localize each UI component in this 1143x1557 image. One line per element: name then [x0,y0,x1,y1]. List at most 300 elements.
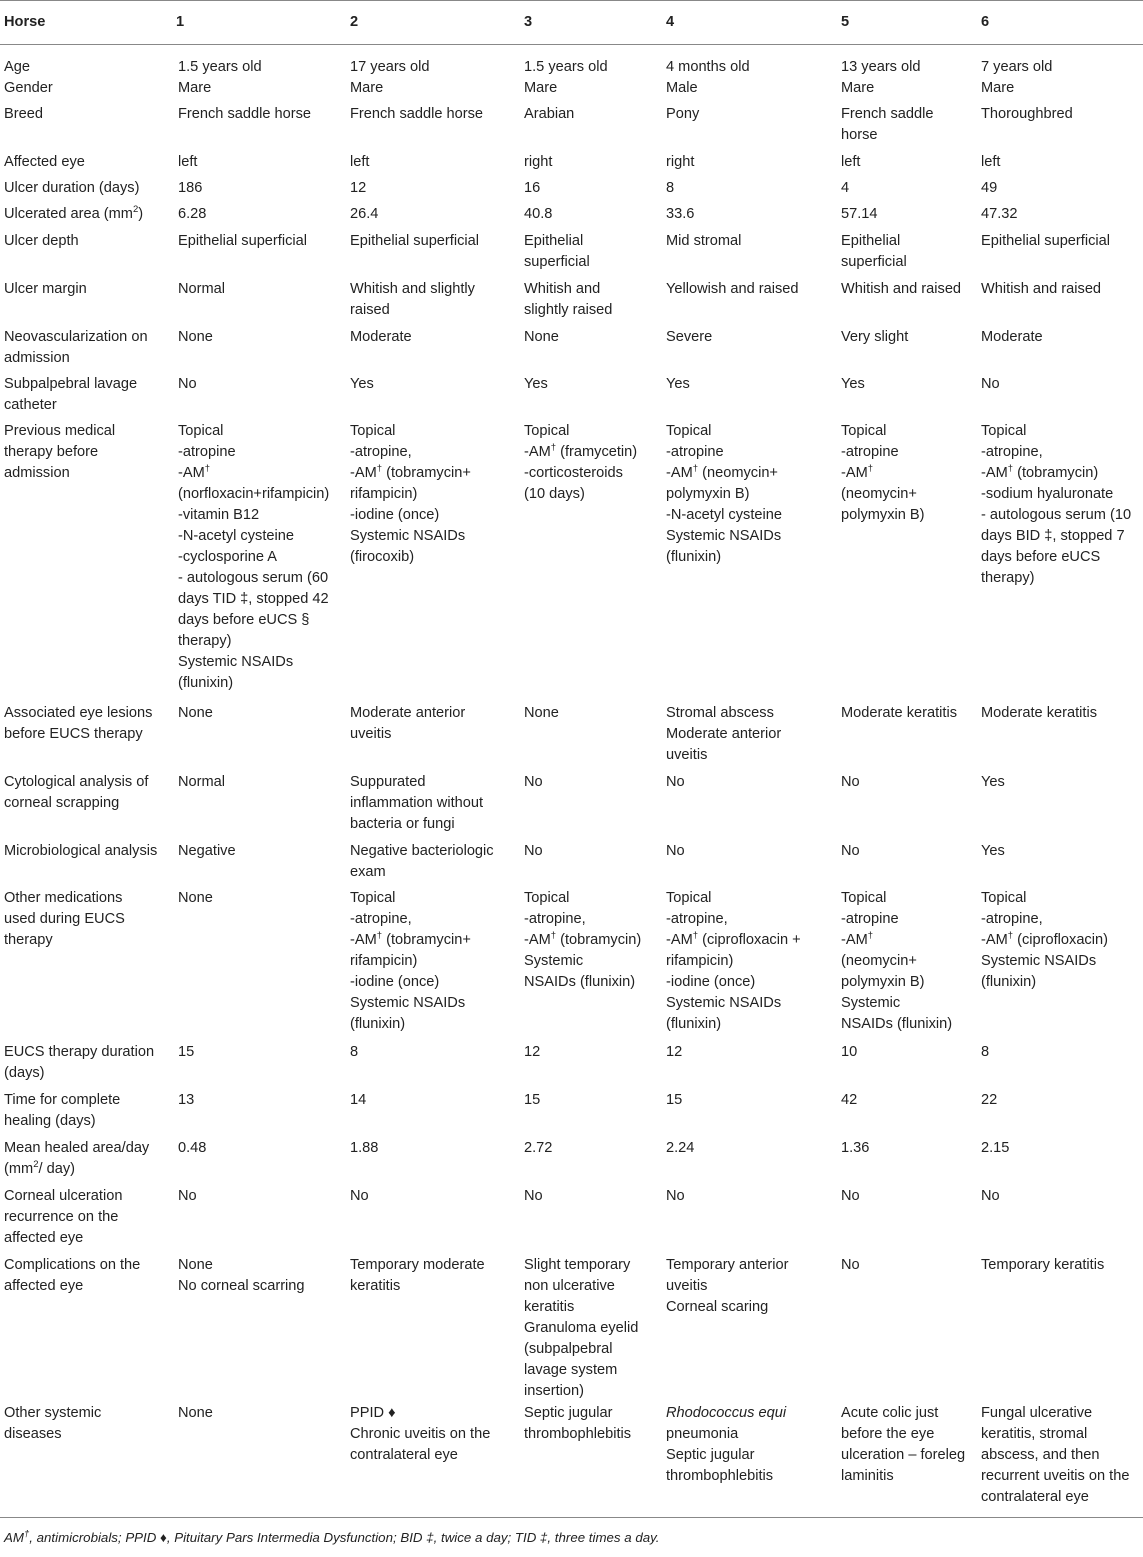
cell-line: left [981,154,1001,170]
cell-line: Ulcer depth [4,233,79,249]
table-cell [662,204,837,231]
table-cell [837,327,977,374]
table-cell [837,78,977,104]
table-cell [662,231,837,279]
cell-line: (flunixin) [981,974,1037,990]
table-cell [662,1186,837,1255]
cell-line: Very slight [841,329,909,345]
table-cell [662,327,837,374]
cell-line: None [178,890,213,906]
cell-line: Severe [666,329,713,345]
cell-line: ulceration – foreleg [841,1447,966,1463]
table-row [0,152,1143,178]
cell-line: No [178,1188,197,1204]
table-cell [346,1255,520,1403]
cell-line: -AM† (ciprofloxacin) [981,930,1108,948]
cell-line: Whitish and slightly [350,281,475,297]
table-cell [520,152,662,178]
cell-line: (10 days) [524,486,585,502]
cell-line: before EUCS therapy [4,726,143,742]
table-cell [346,772,520,841]
cell-line: PPID ♦ [350,1405,396,1421]
cell-line: Topical [666,423,712,439]
table-cell [520,204,662,231]
cell-line: (flunixin) [350,1016,406,1032]
cell-line: Mare [524,80,558,96]
table-cell [346,204,520,231]
cell-line: non ulcerative [524,1278,615,1294]
cell-line: -atropine, [666,911,728,927]
table-cell [977,204,1143,231]
cell-line: Temporary keratitis [981,1257,1105,1273]
cell-line: slightly raised [524,302,613,318]
cell-line: Rhodococcus equi [666,1405,787,1421]
table-cell [662,45,837,79]
row-label [0,231,172,279]
cell-line: -sodium hyaluronate [981,486,1114,502]
cell-line: None [178,705,213,721]
table-cell [977,152,1143,178]
cell-line: Thoroughbred [981,106,1073,122]
row-label [0,327,172,374]
cell-line: admission [4,465,70,481]
cell-line: Systemic NSAIDs [981,953,1097,969]
table-row [0,703,1143,772]
cell-line: keratitis [524,1299,575,1315]
table-cell [977,1090,1143,1138]
cell-line: rifampicin) [350,486,418,502]
cell-line: None [178,1257,213,1273]
cell-line: 2.72 [524,1140,553,1156]
cell-line: polymyxin B) [841,507,925,523]
cell-line: -atropine [841,444,899,460]
cell-line: -AM† [178,463,211,481]
cell-line: (firocoxib) [350,549,415,565]
cell-line: therapy) [178,633,232,649]
cell-line: Age [4,59,30,75]
table-row [0,421,1143,703]
table-cell [346,178,520,204]
cell-line: - autologous serum (60 [178,570,329,586]
cell-line: therapy before [4,444,99,460]
cell-line: 22 [981,1092,998,1108]
cell-line: Yes [524,376,548,392]
cell-line: No [666,774,685,790]
cell-line: Male [666,80,698,96]
cell-line: Systemic [524,953,584,969]
cell-line: right [524,154,553,170]
cell-line: raised [350,302,390,318]
cell-line: 4 months old [666,59,750,75]
table-cell [662,888,837,1042]
table-cell [977,421,1143,703]
header-horse-1: 1 [176,14,185,30]
table-cell [977,703,1143,772]
cell-line: Ulcer duration (days) [4,180,140,196]
cell-line: Moderate keratitis [981,705,1097,721]
cell-line: None [524,705,559,721]
table-cell [346,231,520,279]
cell-line: Associated eye lesions [4,705,153,721]
cell-line: -iodine (once) [666,974,756,990]
table-cell [977,78,1143,104]
table-cell [977,178,1143,204]
cell-line: Granuloma eyelid [524,1320,639,1336]
table-row [0,178,1143,204]
cell-line: 15 [524,1092,541,1108]
table-cell [662,152,837,178]
table-cell [172,231,346,279]
cell-line: Topical [981,423,1027,439]
table-row [0,204,1143,231]
cell-line: Normal [178,774,226,790]
cell-line: insertion) [524,1383,585,1399]
table-cell [172,204,346,231]
table-cell [172,841,346,888]
cell-line: 57.14 [841,206,878,222]
table-cell [662,178,837,204]
cell-line: -atropine [178,444,236,460]
cell-line: contralateral eye [981,1489,1089,1505]
table-row [0,231,1143,279]
cell-line: -AM† (tobramycin+ [350,463,471,481]
cell-line: No [524,843,543,859]
cell-line: Moderate anterior [350,705,466,721]
table-cell [172,45,346,79]
row-label [0,374,172,421]
cell-line: Suppurated [350,774,426,790]
cell-line: 1.5 years old [178,59,262,75]
table-cell [346,374,520,421]
cell-line: No [841,843,860,859]
row-label [0,888,172,1042]
cell-line: thrombophlebitis [524,1426,632,1442]
cell-line: - autologous serum (10 [981,507,1132,523]
table-cell [520,772,662,841]
table-cell [662,1138,837,1186]
table-cell [837,1186,977,1255]
table-cell [977,327,1143,374]
cell-line: left [178,154,198,170]
cell-line: exam [350,864,386,880]
cell-line: (neomycin+ [841,486,917,502]
cell-line: 1.36 [841,1140,870,1156]
table-cell [520,279,662,327]
table-cell [520,1090,662,1138]
row-label [0,421,172,703]
cell-line: 10 [841,1044,858,1060]
cell-line: Topical [178,423,224,439]
cell-line: Corneal scaring [666,1299,769,1315]
table-cell [837,1042,977,1090]
table-cell [837,1403,977,1518]
cell-line: 12 [350,180,367,196]
cell-line: 8 [350,1044,359,1060]
cell-line: before the eye [841,1426,935,1442]
cell-line: superficial [524,254,590,270]
cell-line: French saddle horse [178,106,312,122]
table-cell [520,78,662,104]
cell-line: French saddle horse [350,106,484,122]
cell-line: -atropine, [981,444,1043,460]
cell-line: Time for complete [4,1092,121,1108]
table-row [0,1090,1143,1138]
cell-line: Acute colic just [841,1405,939,1421]
cell-line: (flunixin) [178,675,234,691]
cell-line: Whitish and raised [841,281,962,297]
table-cell [520,1138,662,1186]
cell-line: Slight temporary [524,1257,631,1273]
table-cell [662,1042,837,1090]
cell-line: 6.28 [178,206,207,222]
cell-line: (flunixin) [666,549,722,565]
cell-line: -atropine [666,444,724,460]
table-cell [520,703,662,772]
cell-line: Mare [350,80,384,96]
cell-line: uveitis [666,747,708,763]
cell-line: Septic jugular [666,1447,755,1463]
table-cell [662,1255,837,1403]
cell-line: No [666,843,685,859]
cell-line: rifampicin) [666,953,734,969]
table-cell [662,421,837,703]
table-cell [172,1042,346,1090]
table-cell [977,45,1143,79]
row-label [0,45,172,79]
table-cell [346,152,520,178]
cell-line: 4 [841,180,850,196]
cell-line: 15 [178,1044,195,1060]
table-row [0,888,1143,1042]
cell-line: (subpalpebral [524,1341,613,1357]
cell-line: Complications on the [4,1257,141,1273]
cell-line: horse [841,127,878,143]
cell-line: -AM† (tobramycin) [524,930,642,948]
cell-line: Topical [981,890,1027,906]
table-cell [172,178,346,204]
table-cell [662,1090,837,1138]
cell-line: Systemic NSAIDs [666,995,782,1011]
cell-line: catheter [4,397,57,413]
row-label [0,1042,172,1090]
table-row [0,78,1143,104]
cell-line: Previous medical [4,423,116,439]
cell-line: Topical [350,890,396,906]
cell-line: 26.4 [350,206,379,222]
cell-line: No [178,376,197,392]
cell-line: Topical [841,890,887,906]
table-cell [172,421,346,703]
table-cell [520,1186,662,1255]
cell-line: 12 [524,1044,541,1060]
table-cell [172,327,346,374]
cell-line: Systemic [841,995,901,1011]
cell-line: Systemic NSAIDs [350,995,466,1011]
cell-line: Temporary anterior [666,1257,789,1273]
table-cell [977,772,1143,841]
table-cell [662,841,837,888]
cell-line: uveitis [666,1278,708,1294]
cell-line: recurrent uveitis on the [981,1468,1130,1484]
table-cell [520,1255,662,1403]
table-cell [977,279,1143,327]
table-cell [172,104,346,152]
cell-line: 42 [841,1092,858,1108]
cell-line: No [350,1188,369,1204]
cell-line: days BID ‡, stopped 7 [981,528,1125,544]
cell-line: Corneal ulceration [4,1188,123,1204]
cell-line: -AM† (ciprofloxacin + [666,930,801,948]
cell-line: Fungal ulcerative [981,1405,1093,1421]
cell-line: (flunixin) [666,1016,722,1032]
cell-line: -AM† (tobramycin) [981,463,1099,481]
cell-line: Epithelial [524,233,584,249]
cell-line: -cyclosporine A [178,549,277,565]
table-cell [977,1255,1143,1403]
cell-line: Affected eye [4,154,85,170]
cell-line: Yes [981,843,1005,859]
cell-line: Mare [841,80,875,96]
cell-line: therapy) [981,570,1035,586]
cell-line: contralateral eye [350,1447,458,1463]
cell-line: left [350,154,370,170]
cell-line: Ulcerated area $(mm^2)$ [4,204,144,222]
table-cell [346,1090,520,1138]
cell-line: healing (days) [4,1113,96,1129]
table-cell [520,327,662,374]
cell-line: Epithelial superficial [350,233,479,249]
cell-line: -atropine, [350,911,412,927]
table-footnote: AM†, antimicrobials; PPID ♦, Pituitary Pars Intermedia Dysfunction; BID ‡, twice a day; TID ‡, three times a day. [4,1528,660,1545]
cell-line: Systemic NSAIDs [350,528,466,544]
cell-line: uveitis [350,726,392,742]
row-label [0,279,172,327]
cell-line: Topical [666,890,712,906]
cell-line: thrombophlebitis [666,1468,774,1484]
cell-line: Septic jugular [524,1405,613,1421]
cell-line: rifampicin) [350,953,418,969]
cell-line: Yes [350,376,374,392]
cell-line: ($mm^2/$ day) [4,1159,75,1177]
cell-line: Systemic NSAIDs [666,528,782,544]
cell-line: Epithelial superficial [178,233,307,249]
cell-line: Normal [178,281,226,297]
table-cell [520,45,662,79]
cell-line: 1.88 [350,1140,379,1156]
table-cell [346,279,520,327]
table-cell [977,374,1143,421]
cell-line: 13 [178,1092,195,1108]
cell-line: Yes [841,376,865,392]
cell-line: None [178,329,213,345]
cell-line: None [178,1405,213,1421]
cell-line: 1.5 years old [524,59,608,75]
cell-line: Topical [524,423,570,439]
cell-line: 17 years old [350,59,430,75]
table-cell [346,327,520,374]
cell-line: days TID ‡, stopped 42 [178,591,329,607]
cell-line: Whitish and [524,281,601,297]
table-cell [346,78,520,104]
row-label [0,178,172,204]
table-row [0,841,1143,888]
table-cell [837,703,977,772]
table-cell [172,888,346,1042]
table-cell [977,841,1143,888]
cell-line: Epithelial [841,233,901,249]
table-cell [520,888,662,1042]
cell-line: -AM† [841,930,874,948]
cell-line: Breed [4,106,43,122]
table-row [0,1138,1143,1186]
table-cell [977,888,1143,1042]
cell-line: 8 [666,180,675,196]
cell-line: 49 [981,180,998,196]
cell-line: Microbiological analysis [4,843,158,859]
row-label [0,841,172,888]
table-cell [837,279,977,327]
cell-line: None [524,329,559,345]
cell-line: Chronic uveitis on the [350,1426,491,1442]
table-cell [977,1186,1143,1255]
table-cell [837,1138,977,1186]
cell-line: No corneal scarring [178,1278,305,1294]
table-cell [520,841,662,888]
table-cell [172,78,346,104]
cell-line: -AM† [841,463,874,481]
table-cell [346,841,520,888]
cell-line: -corticosteroids [524,465,623,481]
table-cell [837,1255,977,1403]
cell-line: 16 [524,180,541,196]
cell-line: -AM† (framycetin) [524,442,638,460]
table-cell [172,703,346,772]
cell-line: Systemic NSAIDs [178,654,294,670]
table-row [0,104,1143,152]
cell-line: Gender [4,80,53,96]
cell-line: -AM† (neomycin+ [666,463,778,481]
table-row [0,772,1143,841]
cell-line: Moderate keratitis [841,705,957,721]
table-cell [346,1403,520,1518]
table-cell [346,1042,520,1090]
cell-line: bacteria or fungi [350,816,455,832]
table-cell [346,1138,520,1186]
cell-line: 186 [178,180,203,196]
table-cell [172,1138,346,1186]
table-row [0,1042,1143,1090]
cell-line: Moderate anterior [666,726,782,742]
cell-line: superficial [841,254,907,270]
row-label [0,703,172,772]
table-cell [662,279,837,327]
table-cell [662,703,837,772]
header-horse-5: 5 [841,14,850,30]
cell-line: polymyxin B) [841,974,925,990]
header-horse-2: 2 [350,14,359,30]
cell-line: (neomycin+ [841,953,917,969]
table-cell [837,888,977,1042]
table-cell [837,204,977,231]
cell-line: French saddle [841,106,934,122]
table-cell [520,421,662,703]
cell-line: Mean healed area/day [4,1140,150,1156]
cell-line: left [841,154,861,170]
header-horse-3: 3 [524,14,533,30]
cell-line: 2.15 [981,1140,1010,1156]
cell-line: diseases [4,1426,62,1442]
cell-line: Moderate [981,329,1043,345]
